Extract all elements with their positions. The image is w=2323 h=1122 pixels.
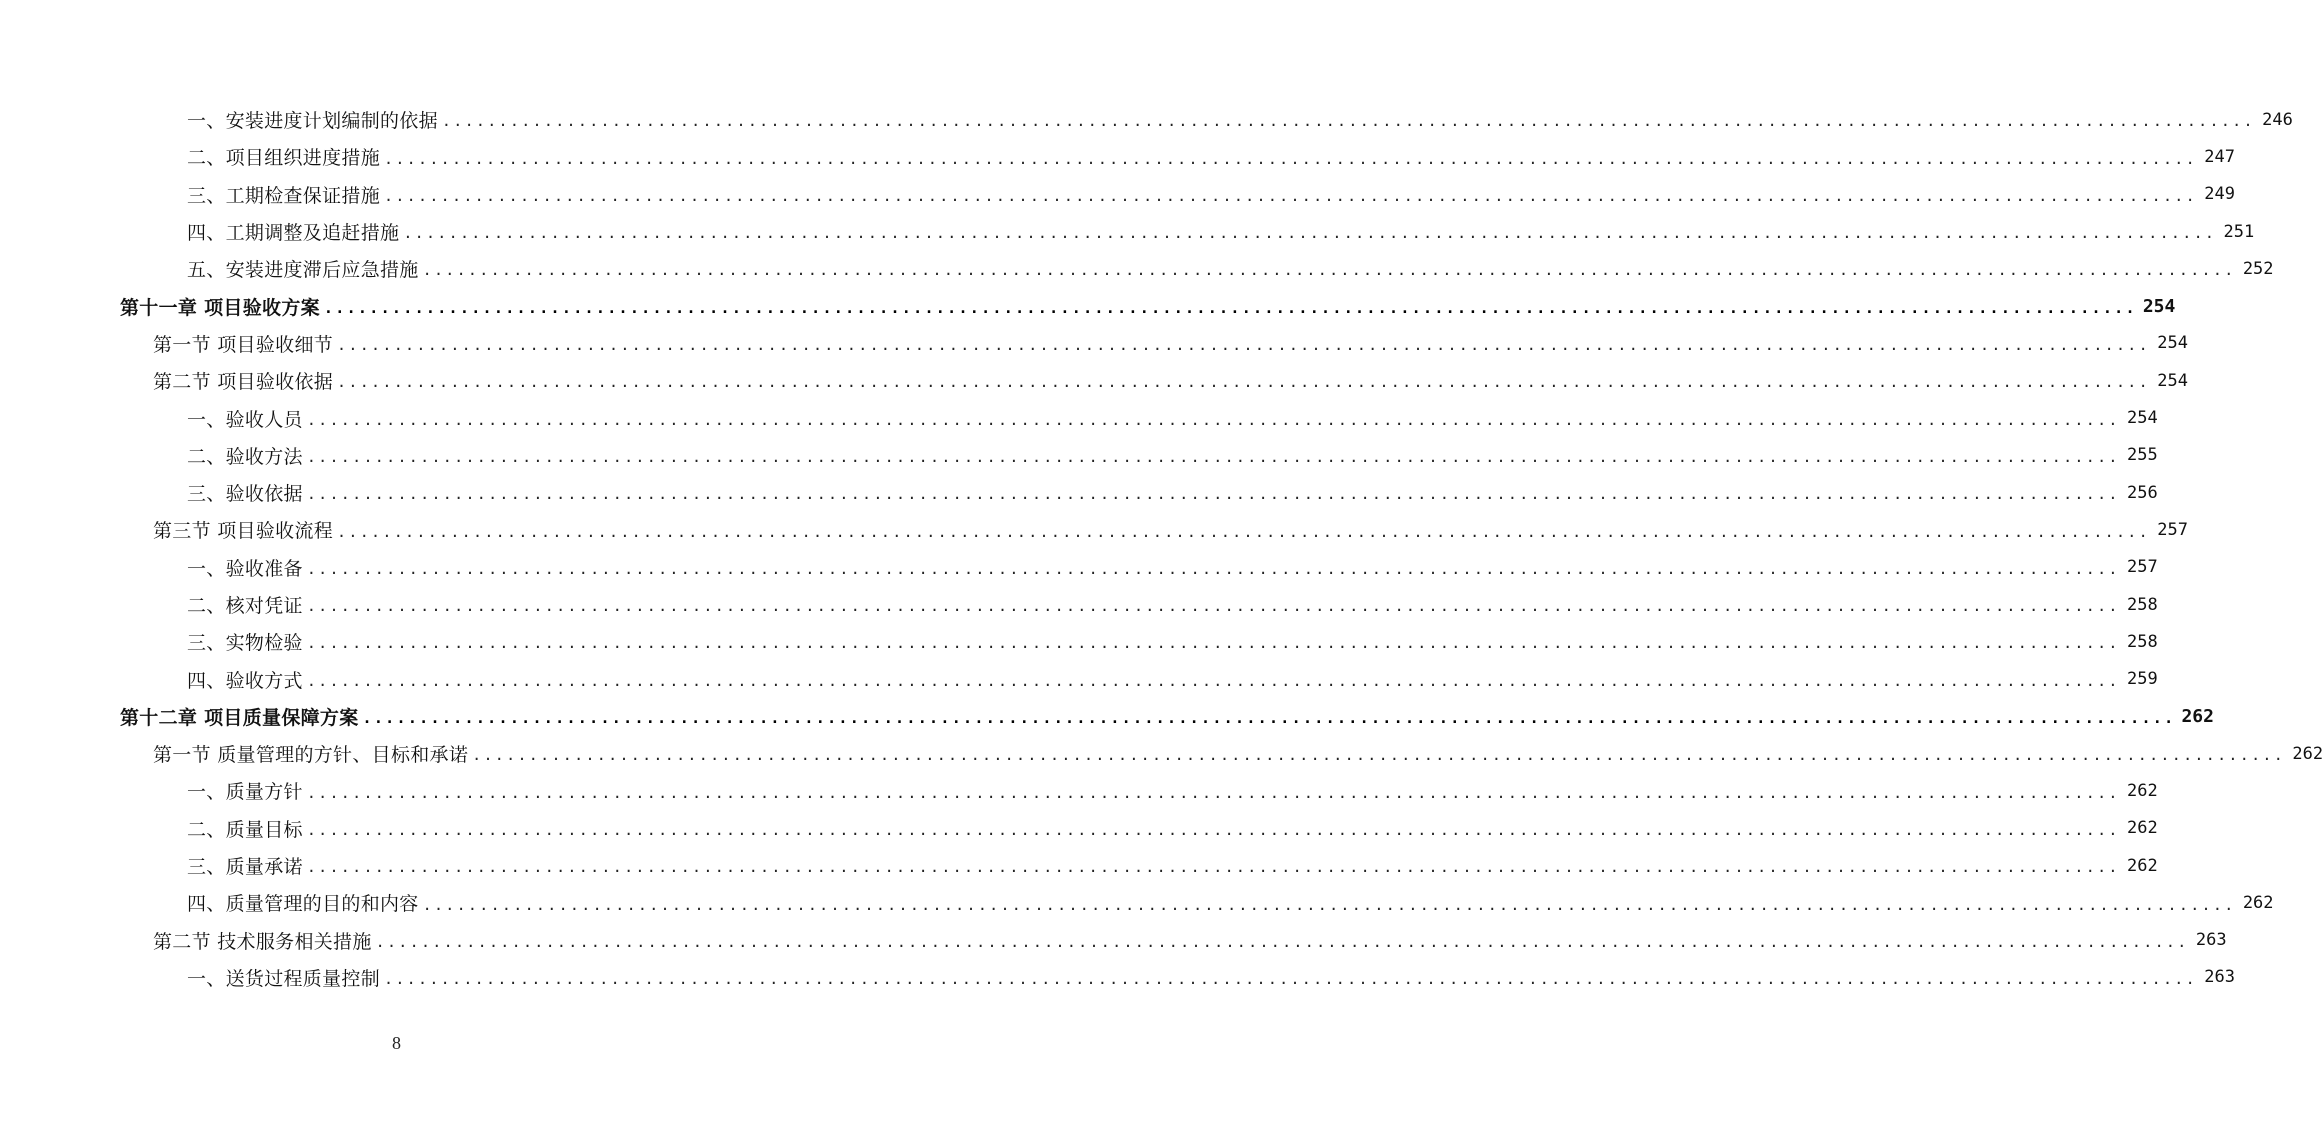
toc-dot-leader: ................................................................................................................................................................: [306, 559, 2120, 578]
toc-entry-page: 254: [2142, 295, 2176, 317]
toc-entry-title: 二、验收方法: [187, 445, 303, 468]
toc-entry-title: 第二节 技术服务相关措施: [153, 930, 372, 953]
toc-entry-title: 一、验收准备: [187, 557, 303, 580]
toc-entry-page: 262: [2242, 892, 2274, 913]
toc-entry-page: 262: [2292, 743, 2323, 764]
toc-section-entry[interactable]: [0, 325, 2188, 362]
toc-dot-leader: ................................................................................................................................................................: [384, 186, 2197, 205]
toc-entry-title: 三、工期检查保证措施: [187, 184, 381, 207]
toc-entry-page: 259: [2127, 669, 2158, 690]
toc-dot-leader: ................................................................................................................................................................: [306, 410, 2120, 429]
toc-entry-page: 246: [2262, 109, 2293, 130]
toc-dot-leader: ................................................................................................................................................................: [375, 932, 2189, 951]
toc-chapter-entry[interactable]: [0, 698, 2214, 735]
toc-entry-page: 257: [2157, 519, 2188, 540]
toc-entry-title: 二、质量目标: [187, 818, 303, 841]
toc-subsection-entry[interactable]: [0, 138, 2235, 175]
toc-entry-title: 第一节 项目验收细节: [153, 333, 334, 356]
toc-dot-leader: ................................................................................................................................................................: [337, 522, 2150, 541]
toc-entry-page: 262: [2127, 855, 2158, 876]
toc-entry-title: 一、质量方针: [187, 781, 303, 804]
toc-entry-title: 一、验收人员: [187, 408, 303, 431]
toc-dot-leader: ................................................................................................................................................................: [337, 336, 2150, 355]
toc-dot-leader: ................................................................................................................................................................: [306, 634, 2120, 653]
toc-dot-leader: ................................................................................................................................................................: [384, 970, 2197, 989]
toc-entry-title: 第三节 项目验收流程: [153, 520, 334, 543]
toc-entry-page: 251: [2223, 221, 2255, 242]
toc-dot-leader: ................................................................................................................................................................: [306, 783, 2120, 802]
toc-subsection-entry[interactable]: [0, 623, 2158, 660]
toc-subsection-entry[interactable]: [0, 884, 2274, 921]
toc-subsection-entry[interactable]: [0, 847, 2158, 884]
toc-chapter-entry[interactable]: [0, 287, 2176, 324]
toc-entry-title: 第一节 质量管理的方针、目标和承诺: [153, 744, 469, 767]
toc-subsection-entry[interactable]: [0, 176, 2235, 213]
toc-entry-page: 254: [2157, 370, 2188, 391]
toc-dot-leader: ................................................................................................................................................................: [422, 261, 2236, 280]
toc-entry-title: 第二节 项目验收依据: [153, 371, 334, 394]
toc-section-entry[interactable]: [0, 362, 2188, 399]
toc-subsection-entry[interactable]: [0, 437, 2158, 474]
toc-section-entry[interactable]: [0, 922, 2227, 959]
toc-dot-leader: ................................................................................................................................................................: [306, 858, 2120, 877]
toc-section-entry[interactable]: [0, 511, 2188, 548]
toc-subsection-entry[interactable]: [0, 549, 2158, 586]
toc-entry-page: 262: [2127, 780, 2158, 801]
toc-dot-leader: ................................................................................................................................................................: [384, 149, 2197, 168]
toc-entry-page: 257: [2127, 557, 2158, 578]
toc-entry-title: 五、安装进度滞后应急措施: [187, 259, 419, 282]
toc-entry-page: 263: [2195, 930, 2227, 951]
toc-entry-title: 二、核对凭证: [187, 595, 303, 617]
toc-dot-leader: ................................................................................................................................................................: [441, 112, 2255, 131]
toc-entry-page: 254: [2157, 333, 2188, 354]
toc-dot-leader: ................................................................................................................................................................: [306, 597, 2120, 616]
toc-section-entry[interactable]: [0, 735, 2323, 772]
toc-entry-page: 258: [2127, 631, 2158, 652]
toc-subsection-entry[interactable]: [0, 810, 2158, 847]
toc-dot-leader: ................................................................................................................................................................: [323, 298, 2137, 317]
toc-entry-title: 四、工期调整及追赶措施: [187, 222, 400, 245]
toc-dot-leader: ................................................................................................................................................................: [472, 746, 2286, 765]
page-number: 8: [392, 1033, 401, 1053]
toc-dot-leader: ................................................................................................................................................................: [306, 671, 2120, 690]
toc-entry-title: 三、实物检验: [187, 632, 303, 655]
toc-dot-leader: ................................................................................................................................................................: [422, 895, 2236, 914]
toc-dot-leader: ................................................................................................................................................................: [306, 820, 2120, 839]
toc-entry-page: 256: [2127, 482, 2158, 503]
toc-entry-page: 263: [2204, 967, 2235, 988]
toc-dot-leader: ................................................................................................................................................................: [306, 485, 2120, 504]
toc-entry-page: 252: [2242, 258, 2274, 279]
toc-entry-page: 262: [2181, 705, 2214, 727]
toc-entry-title: 四、质量管理的目的和内容: [187, 893, 419, 916]
toc-entry-page: 258: [2127, 594, 2158, 615]
toc-subsection-entry[interactable]: [0, 399, 2158, 436]
toc-subsection-entry[interactable]: [0, 586, 2158, 623]
toc-subsection-entry[interactable]: [0, 959, 2235, 996]
toc-entry-page: 247: [2204, 146, 2235, 167]
toc-subsection-entry[interactable]: [0, 213, 2255, 250]
toc-subsection-entry[interactable]: [0, 250, 2274, 287]
toc-dot-leader: ................................................................................................................................................................: [403, 224, 2217, 243]
toc-subsection-entry[interactable]: [0, 772, 2158, 809]
toc-entry-title: 四、验收方式: [187, 669, 303, 692]
toc-entry-page: 255: [2127, 445, 2158, 466]
toc-dot-leader: ................................................................................................................................................................: [306, 447, 2120, 466]
toc-dot-leader: ................................................................................................................................................................: [337, 373, 2150, 392]
toc-entry-title: 三、质量承诺: [187, 856, 303, 879]
toc-subsection-entry[interactable]: [0, 101, 2293, 138]
toc-subsection-entry[interactable]: [0, 660, 2158, 697]
toc-dot-leader: ................................................................................................................................................................: [362, 709, 2176, 728]
toc-entry-title: 三、验收依据: [187, 483, 303, 506]
toc-entry-title: 第十一章 项目验收方案: [120, 296, 320, 319]
toc-entry-title: 一、安装进度计划编制的依据: [187, 110, 438, 133]
table-of-contents: [0, 101, 2323, 996]
toc-entry-title: 第十二章 项目质量保障方案: [120, 706, 359, 729]
toc-subsection-entry[interactable]: [0, 474, 2158, 511]
toc-entry-page: 249: [2204, 184, 2235, 205]
toc-entry-page: 262: [2127, 818, 2158, 839]
toc-entry-title: 一、送货过程质量控制: [187, 967, 381, 990]
toc-entry-page: 254: [2127, 408, 2158, 429]
toc-entry-title: 二、项目组织进度措施: [187, 147, 381, 170]
